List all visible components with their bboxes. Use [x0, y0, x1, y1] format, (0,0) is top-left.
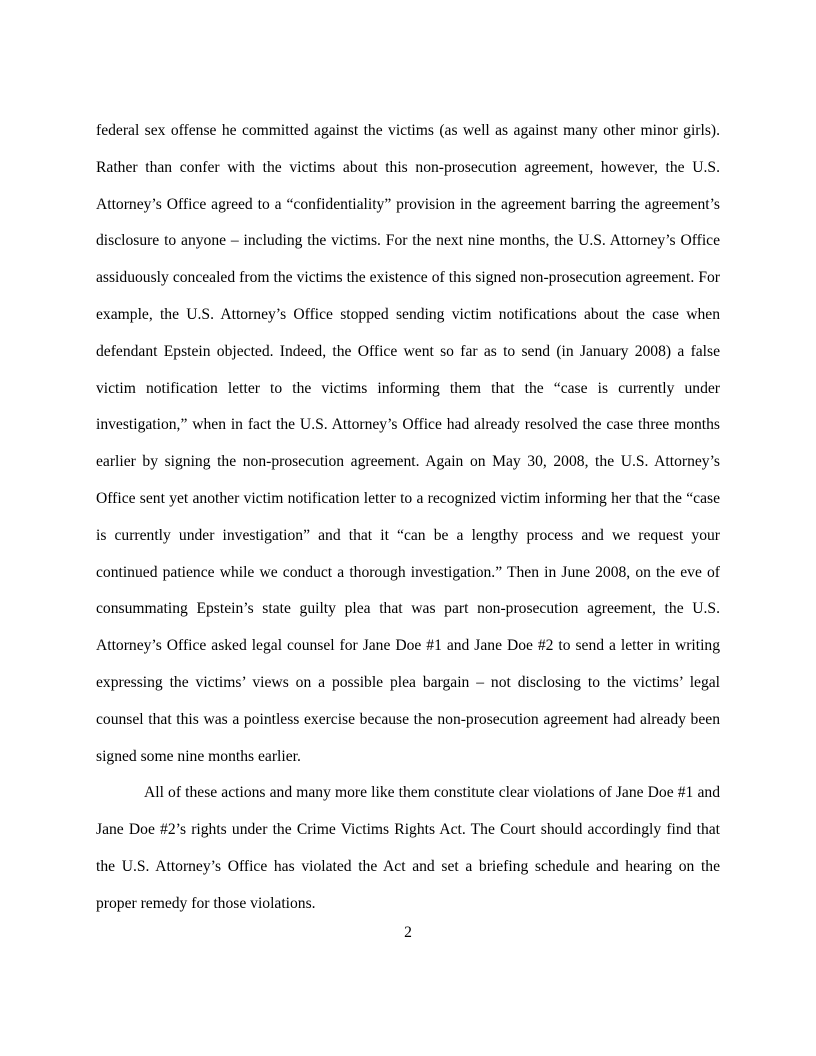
paragraph-conclusion: All of these actions and many more like them constitute clear violations of Jane Doe #1 and Jane Doe #2’s rights under the Crime Victims Rights Act. The Court should accordingly find that the U.S. Attorney’s Office has violated the Act and set a briefing schedule and hearing on the proper remedy for those violations. [96, 784, 720, 912]
paragraph-continuation: federal sex offense he committed against the victims (as well as against many other minor girls). Rather than confer with the victims about this non-prosecution agreement, however, the U.S. Attorney’s Office agreed to a “confidentiality” provision in the agreement barring the agreement’s disclosure to anyone – including the victims. For the next nine months, the U.S. Attorney’s Office assiduously concealed from the victims the existence of this signed non-prosecution agreement. For example, the U.S. Attorney’s Office stopped sending victim notifications about the case when defendant Epstein objected. Indeed, the Office went so far as to send (in January 2008) a false victim notification letter to the victims informing them that the “case is currently under investigation,” when in fact the U.S. Attorney’s Office had already resolved the case three months earlier by signing the non-prosecution agreement. Again on May 30, 2008, the U.S. Attorney’s Office sent yet another victim notification letter to a recognized victim informing her that the “case is currently under investigation” and that it “can be a lengthy process and we request your continued patience while we conduct a thorough investigation.” Then in June 2008, on the eve of consummating Epstein’s state guilty plea that was part non-prosecution agreement, the U.S. Attorney’s Office asked legal counsel for Jane Doe #1 and Jane Doe #2 to send a letter in writing expressing the victims’ views on a possible plea bargain – not disclosing to the victims’ legal counsel that this was a pointless exercise because the non-prosecution agreement had already been signed some nine months earlier. [96, 122, 720, 765]
page-number: 2 [404, 924, 412, 941]
body-text [96, 113, 720, 923]
